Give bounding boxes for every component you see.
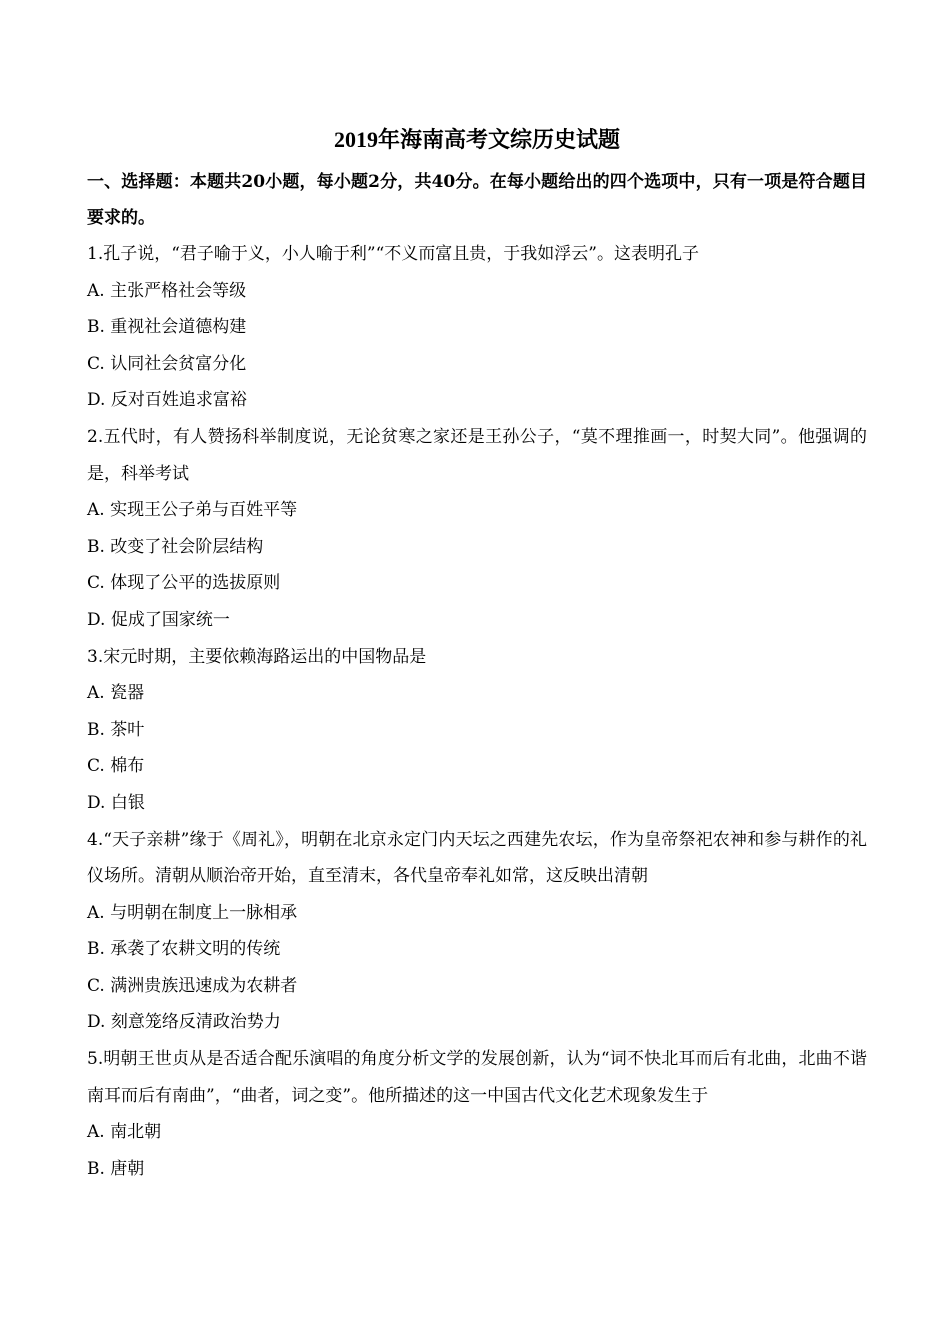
option-2b: B. 改变了社会阶层结构 bbox=[87, 536, 264, 557]
option-4a: A. 与明朝在制度上一脉相承 bbox=[87, 902, 298, 923]
option-3a: A. 瓷器 bbox=[87, 683, 145, 704]
question-stem-5: 5.明朝王世贞从是否适合配乐演唱的角度分析文学的发展创新，认为“词不快北耳而后有北曲，北曲不谐南耳而后有南曲”，“曲者，词之变”。他所描述的这一中国古代文化艺术现象发生于 bbox=[87, 1049, 867, 1106]
option-5b: B. 唐朝 bbox=[87, 1158, 145, 1179]
option-4d: D. 刻意笼络反清政治势力 bbox=[87, 1012, 281, 1033]
option-1c: C. 认同社会贫富分化 bbox=[87, 353, 247, 374]
option-4c: C. 满洲贵族迅速成为农耕者 bbox=[87, 975, 298, 996]
option-2d: D. 促成了国家统一 bbox=[87, 609, 230, 630]
option-1d: D. 反对百姓追求富裕 bbox=[87, 390, 247, 411]
question-stem-4: 4.“天子亲耕”缘于《周礼》，明朝在北京永定门内天坛之西建先农坛，作为皇帝祭祀农神和参与耕作的礼仪场所。清朝从顺治帝开始，直至清末，各代皇帝奉礼如常，这反映出清朝 bbox=[87, 829, 867, 887]
option-3c: C. 棉布 bbox=[87, 756, 145, 777]
option-4b: B. 承袭了农耕文明的传统 bbox=[87, 939, 281, 960]
option-3b: B. 茶叶 bbox=[87, 719, 145, 740]
option-2a: A. 实现王公子弟与百姓平等 bbox=[87, 500, 298, 521]
question-stem-3: 3.宋元时期，主要依赖海路运出的中国物品是 bbox=[87, 646, 427, 667]
page-title: 2019年海南高考文综历史试题 bbox=[333, 127, 620, 152]
option-1a: A. 主张严格社会等级 bbox=[87, 280, 247, 301]
option-2c: C. 体现了公平的选拔原则 bbox=[87, 573, 281, 594]
question-stem-2: 2.五代时，有人赞扬科举制度说，无论贫寒之家还是王孙公子，“莫不理推画一，时契大同”。他强调的是，科举考试 bbox=[87, 426, 867, 484]
option-3d: D. 白银 bbox=[87, 792, 145, 813]
section-heading: 一、选择题：本题共20小题，每小题2分，共40分。在每小题给出的四个选项中，只有一项是符合题目要求的。 bbox=[87, 172, 867, 228]
question-stem-1: 1.孔子说，“君子喻于义，小人喻于利”“不义而富且贵，于我如浮云”。这表明孔子 bbox=[87, 244, 699, 264]
option-5a: A. 南北朝 bbox=[87, 1122, 162, 1143]
option-1b: B. 重视社会道德构建 bbox=[87, 317, 247, 338]
document-page bbox=[87, 120, 867, 1187]
